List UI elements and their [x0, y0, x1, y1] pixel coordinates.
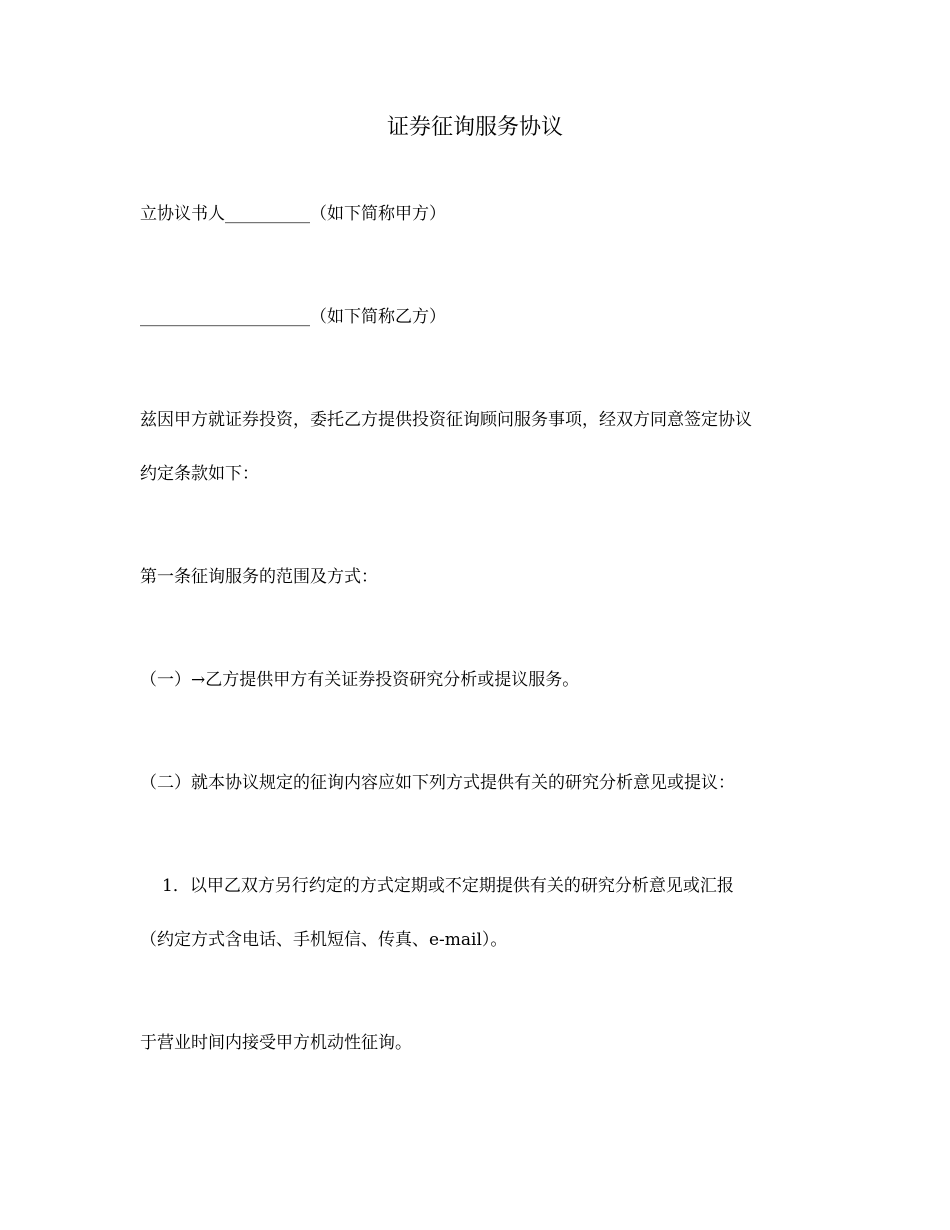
- party-b-line: ____________________（如下简称乙方）: [140, 307, 446, 327]
- article-1-item-1: （一）→乙方提供甲方有关证券投资研究分析或提议服务。: [140, 670, 580, 690]
- subitem-1-line-2: （约定方式含电话、手机短信、传真、e-mail）。: [140, 930, 508, 950]
- business-hours-line: 于营业时间内接受甲方机动性征询。: [140, 1033, 412, 1053]
- article-1-heading: 第一条征询服务的范围及方式：: [140, 567, 378, 587]
- intro-paragraph-line-1: 兹因甲方就证券投资，委托乙方提供投资征询顾问服务事项，经双方同意签定协议: [140, 410, 752, 430]
- intro-paragraph-line-2: 约定条款如下：: [140, 464, 259, 484]
- party-a-line: 立协议书人__________（如下简称甲方）: [140, 204, 446, 224]
- article-1-item-2: （二）就本协议规定的征询内容应如下列方式提供有关的研究分析意见或提议：: [140, 773, 735, 793]
- document-title: 证券征询服务协议: [386, 115, 563, 140]
- subitem-1-line-1: 1．以甲乙双方另行约定的方式定期或不定期提供有关的研究分析意见或汇报: [162, 876, 734, 896]
